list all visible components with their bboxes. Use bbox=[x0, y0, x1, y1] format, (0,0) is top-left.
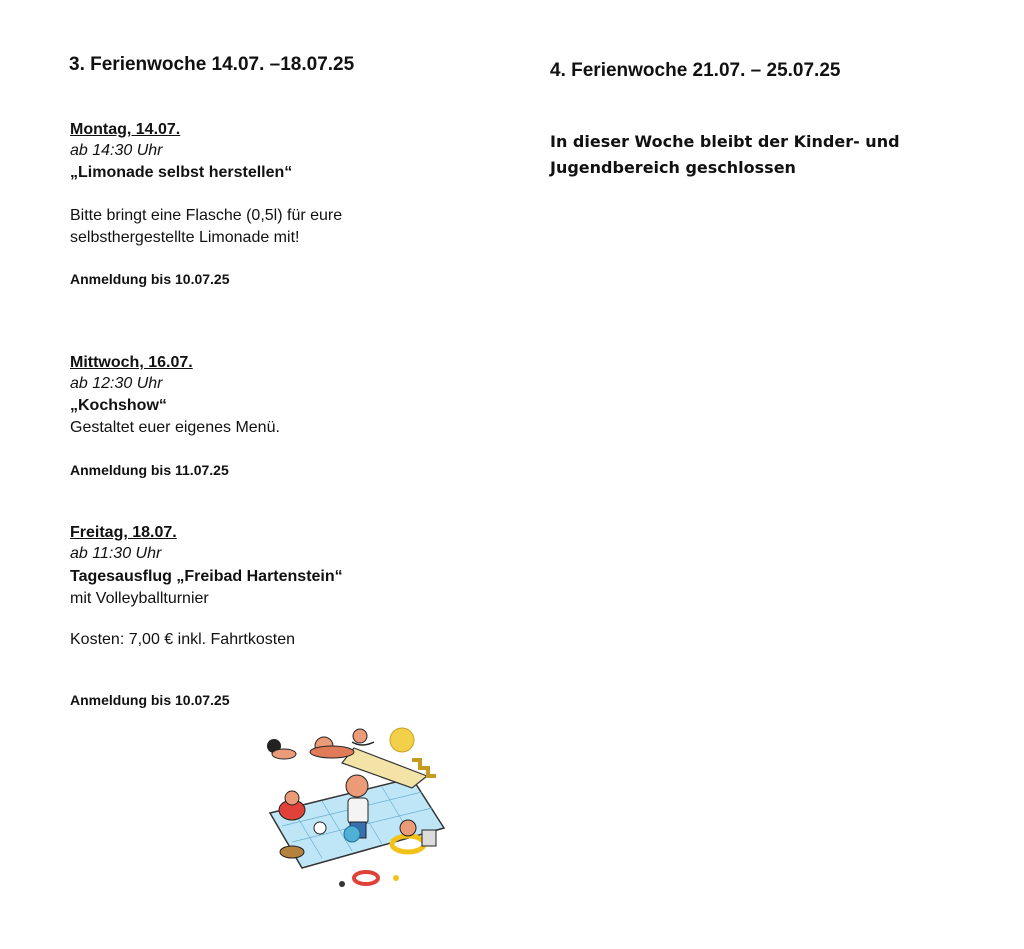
week4-notice-line-2: Jugendbereich geschlossen bbox=[550, 158, 796, 177]
event-monday-description-line-2: selbsthergestellte Limonade mit! bbox=[70, 229, 300, 246]
event-monday-time: ab 14:30 Uhr bbox=[70, 142, 163, 159]
event-friday-title: Tagesausflug „Freibad Hartenstein“ bbox=[70, 568, 343, 585]
event-friday-time: ab 11:30 Uhr bbox=[70, 545, 162, 562]
week4-notice bbox=[550, 129, 950, 181]
swimming-pool-cartoon-illustration bbox=[262, 718, 452, 898]
event-friday-registration: Anmeldung bis 10.07.25 bbox=[70, 692, 230, 708]
event-friday-description: mit Volleyballturnier bbox=[70, 590, 209, 607]
event-friday-day: Freitag, 18.07. bbox=[70, 524, 177, 541]
week4-notice-line-1: In dieser Woche bleibt der Kinder- und bbox=[550, 132, 900, 151]
event-monday-title: „Limonade selbst herstellen“ bbox=[70, 164, 293, 181]
event-wednesday-day: Mittwoch, 16.07. bbox=[70, 354, 193, 371]
event-wednesday-title: „Kochshow“ bbox=[70, 397, 167, 414]
event-monday-description-line-1: Bitte bringt eine Flasche (0,5l) für eure bbox=[70, 207, 343, 224]
event-friday-cost: Kosten: 7,00 € inkl. Fahrtkosten bbox=[70, 631, 296, 648]
event-monday-day: Montag, 14.07. bbox=[70, 121, 181, 138]
week4-heading: 4. Ferienwoche 21.07. – 25.07.25 bbox=[550, 60, 841, 81]
event-monday-registration: Anmeldung bis 10.07.25 bbox=[70, 271, 230, 287]
week3-heading: 3. Ferienwoche 14.07. –18.07.25 bbox=[69, 54, 355, 75]
event-wednesday-description: Gestaltet euer eigenes Menü. bbox=[70, 419, 280, 436]
event-wednesday-time: ab 12:30 Uhr bbox=[70, 375, 163, 392]
event-wednesday-registration: Anmeldung bis 11.07.25 bbox=[70, 462, 229, 478]
